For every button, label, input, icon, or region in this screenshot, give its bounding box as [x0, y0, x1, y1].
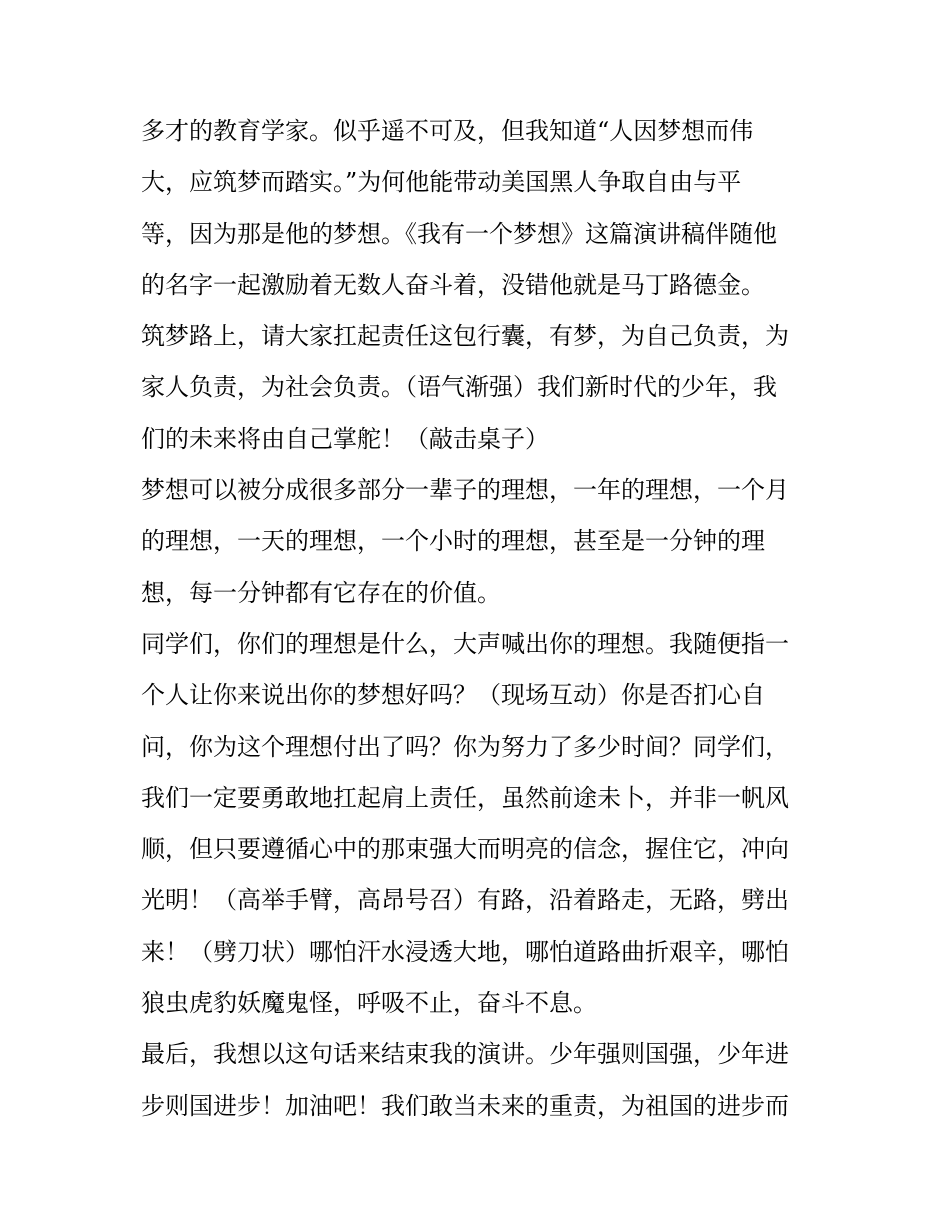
text-line: 家人负责，为社会负责。（语气渐强）我们新时代的少年，我 [141, 373, 777, 402]
text-line: 我们一定要勇敢地扛起肩上责任，虽然前途未卜，并非一帆风 [141, 783, 789, 812]
text-line: 们的未来将由自己掌舵！（敲击桌子） [141, 424, 549, 453]
text-line: 的理想，一天的理想，一个小时的理想，甚至是一分钟的理 [141, 527, 765, 556]
text-line: 同学们，你们的理想是什么，大声喊出你的理想。我随便指一 [141, 629, 789, 658]
text-line: 的名字一起激励着无数人奋斗着，没错他就是马丁路德金。 [141, 270, 765, 299]
text-line: 光明！（高举手臂，高昂号召）有路，沿着路走，无路，劈出 [141, 886, 789, 915]
text-line: 顺，但只要遵循心中的那束强大而明亮的信念，握住它，冲向 [141, 835, 789, 864]
text-line: 问，你为这个理想付出了吗？你为努力了多少时间？同学们， [141, 732, 789, 761]
text-line: 来！（劈刀状）哪怕汗水浸透大地，哪怕道路曲折艰辛，哪怕 [141, 937, 789, 966]
text-line: 步则国进步！加油吧！我们敢当未来的重责，为祖国的进步而 [141, 1091, 789, 1120]
text-line: 最后，我想以这句话来结束我的演讲。少年强则国强，少年进 [141, 1040, 789, 1069]
text-line: 个人让你来说出你的梦想好吗？（现场互动）你是否扪心自 [141, 681, 765, 710]
text-line: 大，应筑梦而踏实。”为何他能带动美国黑人争取自由与平 [141, 168, 742, 197]
text-line: 狼虫虎豹妖魔鬼怪，呼吸不止，奋斗不息。 [141, 989, 597, 1018]
text-line: 想，每一分钟都有它存在的价值。 [141, 578, 501, 607]
speech-text-body [141, 106, 831, 1132]
text-line: 等，因为那是他的梦想。《我有一个梦想》这篇演讲稿伴随他 [141, 219, 777, 248]
text-line: 筑梦路上，请大家扛起责任这包行囊，有梦，为自己负责，为 [141, 322, 789, 351]
text-line: 多才的教育学家。似乎遥不可及，但我知道“人因梦想而伟 [141, 117, 754, 145]
text-line: 梦想可以被分成很多部分一辈子的理想，一年的理想，一个月 [141, 476, 789, 505]
